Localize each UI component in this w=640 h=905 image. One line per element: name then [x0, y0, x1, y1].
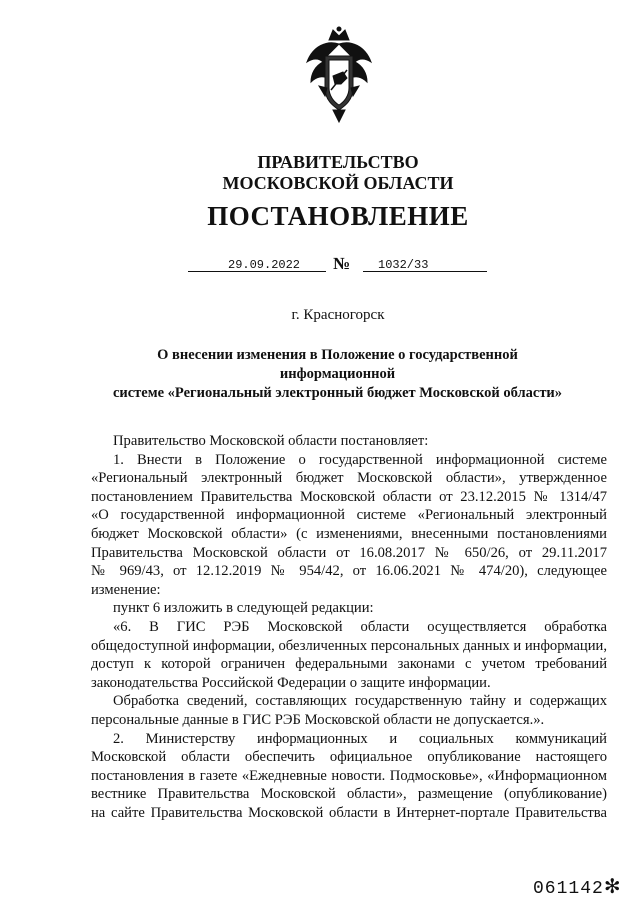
- document-number: 1032/33: [378, 258, 429, 272]
- body-line: бюджет Московской области» (с изменениями, внесенными постановлениями: [91, 525, 607, 542]
- body-line: общедоступной информации, обезличенных персональных данных и информации,: [91, 637, 607, 654]
- body-line: на сайте Правительства Московской области в Интернет-портале Правительства: [91, 804, 607, 821]
- document-body: [91, 432, 607, 822]
- document-type-title: ПОСТАНОВЛЕНИЕ: [207, 201, 469, 231]
- body-line: вестнике Правительства Московской области», размещение (опубликование): [91, 786, 607, 803]
- body-line: «6. В ГИС РЭБ Московской области осуществляется обработка: [113, 618, 607, 635]
- body-line: Правительства Московской области от 16.08.2017 № 650/26, от 29.11.2017: [91, 544, 607, 561]
- body-line: 2. Министерству информационных и социальных коммуникаций: [113, 730, 607, 747]
- org-name-line2: МОСКОВСКОЙ ОБЛАСТИ: [222, 173, 454, 193]
- coat-of-arms-emblem: [299, 26, 379, 126]
- org-name-line1: ПРАВИТЕЛЬСТВО: [257, 152, 419, 172]
- document-subject: [100, 346, 575, 403]
- body-line: пункт 6 изложить в следующей редакции:: [113, 600, 374, 617]
- body-line: законодательства Российской Федерации о защите информации.: [91, 674, 491, 691]
- document-serial-stamp: [533, 874, 622, 899]
- body-line: персональные данные в ГИС РЭБ Московской области не допускается.».: [91, 711, 545, 728]
- body-line: «Региональный электронный бюджет Московской области», утвержденное: [91, 470, 607, 487]
- serial-code: 061142: [533, 879, 604, 899]
- body-line: Правительство Московской области постановляет:: [113, 433, 429, 449]
- body-line: изменение:: [91, 581, 161, 598]
- subject-line: системе «Региональный электронный бюджет Московской области»: [112, 385, 563, 401]
- body-line: постановления в газете «Ежедневные новости. Подмосковье», «Информационном: [91, 767, 607, 784]
- body-line: «О государственной информационной системе «Региональный электронный: [91, 507, 607, 524]
- city-name: г. Красногорск: [291, 307, 385, 323]
- body-line: доступ к которой ограничен федеральными законами с учетом требований: [91, 656, 607, 673]
- body-line: 1. Внести в Положение о государственной информационной системе: [113, 451, 607, 468]
- subject-line: О внесении изменения в Положение о государственной информационной: [157, 347, 518, 382]
- body-line: № 969/43, от 12.12.2019 № 954/42, от 16.06.2021 № 474/20), следующее: [91, 563, 607, 580]
- asterisk-mark-icon: ✻: [603, 874, 622, 898]
- body-line: Московской области обеспечить официальное опубликование настоящего: [91, 749, 607, 766]
- body-line: постановлением Правительства Московской области от 23.12.2015 № 1314/47: [91, 488, 607, 505]
- document-date: 29.09.2022: [228, 258, 301, 272]
- body-line: Обработка сведений, составляющих государственную тайну и содержащих: [113, 693, 607, 710]
- number-sign: №: [333, 254, 351, 273]
